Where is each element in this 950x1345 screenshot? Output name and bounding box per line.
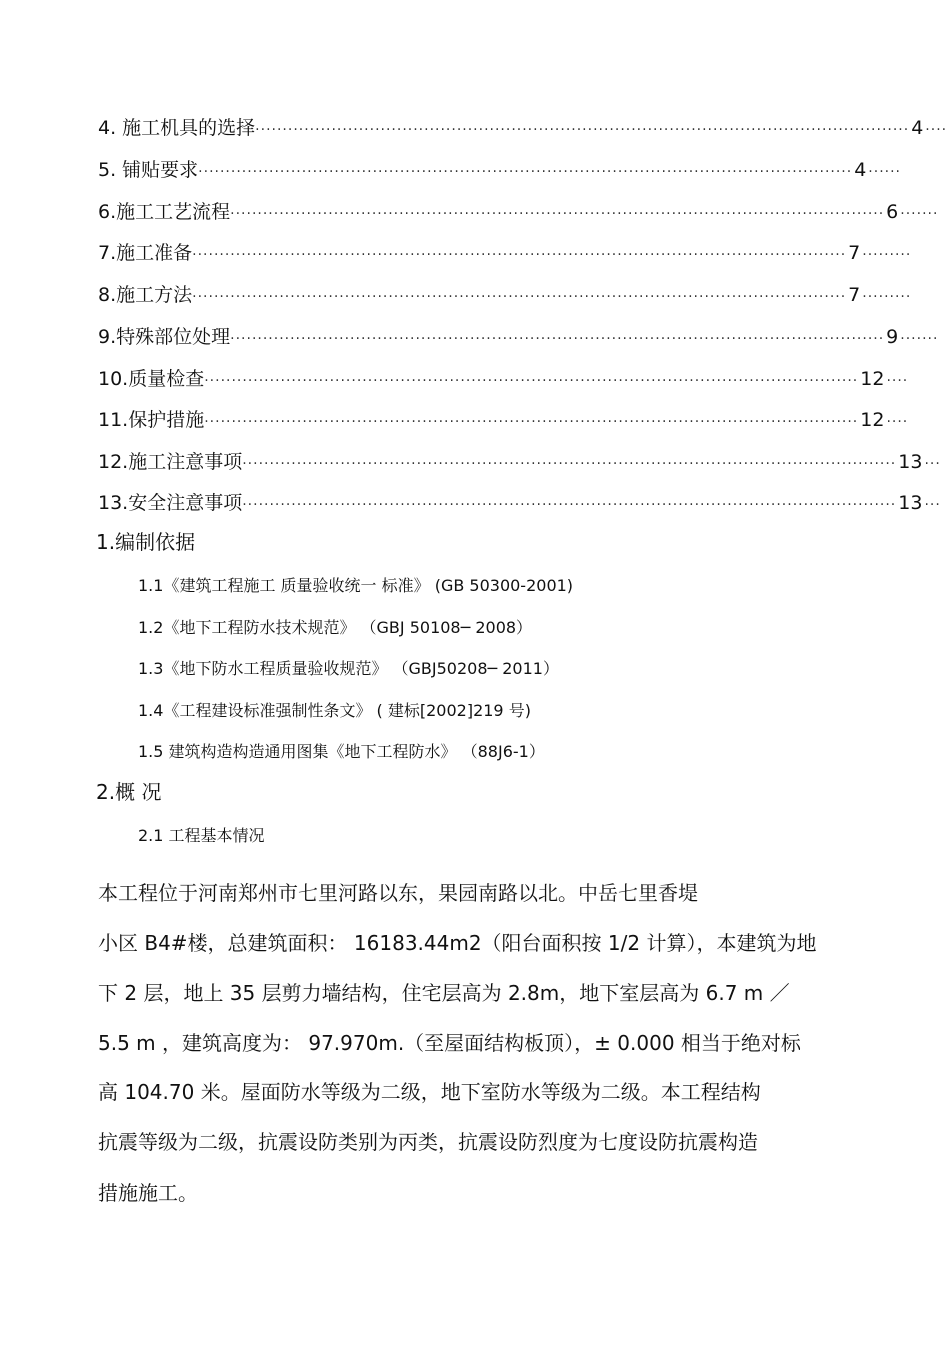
paragraph-line: 抗震等级为二级，抗震设防类别为丙类，抗震设防烈度为七度设防抗震构造 <box>98 1130 758 1154</box>
toc-entry-page: 12 <box>860 368 885 390</box>
toc-trailing-dots: ··· <box>924 456 941 472</box>
reference-item: 1.5 建筑构造构造通用图集《地下工程防水》 （88J6-1） <box>138 742 545 761</box>
paragraph-line: 5.5 m ，建筑高度为： 97.970m.（至屋面结构板顶），± 0.000 相当于绝对标 <box>98 1031 801 1055</box>
toc-leader-dots: ························································································································ <box>242 456 897 472</box>
toc-trailing-dots: ········· <box>862 247 912 263</box>
toc-leader-dots: ························································································································ <box>198 164 853 180</box>
toc-trailing-dots: ······· <box>900 331 939 347</box>
toc-entry-label: 12.施工注意事项 <box>98 451 243 473</box>
toc-entry-label: 7.施工准备 <box>98 242 193 264</box>
toc-entry[interactable] <box>98 240 912 266</box>
toc-trailing-dots: ··· <box>924 497 941 513</box>
toc-leader-dots: ························································································································ <box>230 331 885 347</box>
toc-leader-dots: ························································································································ <box>204 414 859 430</box>
paragraph-line: 小区 B4#楼，总建筑面积： 16183.44m2（阳台面积按 1/2 计算），本建筑为地 <box>98 931 817 955</box>
reference-item: 1.4《工程建设标准强制性条文》 ( 建标[2002]219 号) <box>138 701 531 720</box>
toc-trailing-dots: ······ <box>868 164 901 180</box>
paragraph-line: 本工程位于河南郑州市七里河路以东，果园南路以北。中岳七里香堤 <box>98 881 698 905</box>
toc-leader-dots: ························································································································ <box>230 206 885 222</box>
toc-entry-page: 9 <box>886 326 899 348</box>
toc-entry-label: 8.施工方法 <box>98 284 193 306</box>
toc-entry[interactable] <box>98 199 939 225</box>
toc-entry[interactable] <box>98 282 912 308</box>
toc-entry-label: 5. 铺贴要求 <box>98 159 199 181</box>
toc-entry-label: 13.安全注意事项 <box>98 492 243 514</box>
toc-entry[interactable] <box>98 115 948 141</box>
toc-entry[interactable] <box>98 449 941 475</box>
toc-trailing-dots: ······· <box>900 206 939 222</box>
paragraph-line: 措施施工。 <box>98 1181 198 1205</box>
subsection-heading: 2.1 工程基本情况 <box>138 826 265 845</box>
toc-entry-page: 7 <box>848 284 861 306</box>
toc-entry[interactable] <box>98 157 901 183</box>
section-heading-basis: 1.编制依据 <box>96 530 196 554</box>
toc-entry-page: 13 <box>898 451 923 473</box>
toc-leader-dots: ························································································································ <box>242 497 897 513</box>
toc-entry-label: 10.质量检查 <box>98 368 205 390</box>
toc-entry[interactable] <box>98 407 909 433</box>
toc-entry-page: 7 <box>848 242 861 264</box>
toc-entry-page: 13 <box>898 492 923 514</box>
paragraph-line: 高 104.70 米。屋面防水等级为二级，地下室防水等级为二级。本工程结构 <box>98 1080 761 1104</box>
reference-item: 1.3《地下防水工程质量验收规范》 （GBJ50208─ 2011） <box>138 659 559 678</box>
toc-leader-dots: ························································································································ <box>192 289 847 305</box>
toc-entry-page: 6 <box>886 201 899 223</box>
reference-item: 1.1《建筑工程施工 质量验收统一 标准》 (GB 50300-2001) <box>138 576 574 595</box>
toc-entry-label: 11.保护措施 <box>98 409 205 431</box>
toc-leader-dots: ························································································································ <box>204 373 859 389</box>
toc-entry-page: 4 <box>854 159 867 181</box>
toc-entry-page: 4 <box>911 117 924 139</box>
toc-entry-label: 9.特殊部位处理 <box>98 326 231 348</box>
toc-entry[interactable] <box>98 366 909 392</box>
toc-trailing-dots: ···· <box>886 373 909 389</box>
toc-entry-label: 4. 施工机具的选择 <box>98 117 256 139</box>
toc-trailing-dots: ········· <box>862 289 912 305</box>
toc-leader-dots: ························································································································ <box>192 247 847 263</box>
toc-trailing-dots: ···· <box>886 414 909 430</box>
toc-entry-page: 12 <box>860 409 885 431</box>
reference-item: 1.2《地下工程防水技术规范》 （GBJ 50108─ 2008） <box>138 618 533 637</box>
toc-entry[interactable] <box>98 490 941 516</box>
paragraph-line: 下 2 层，地上 35 层剪力墙结构，住宅层高为 2.8m，地下室层高为 6.7 m ／ <box>98 981 790 1005</box>
toc-entry-label: 6.施工工艺流程 <box>98 201 231 223</box>
toc-trailing-dots: ···· <box>925 122 948 138</box>
toc-leader-dots: ························································································································ <box>255 122 910 138</box>
toc-entry[interactable] <box>98 324 939 350</box>
section-heading-overview: 2.概 况 <box>96 780 162 804</box>
